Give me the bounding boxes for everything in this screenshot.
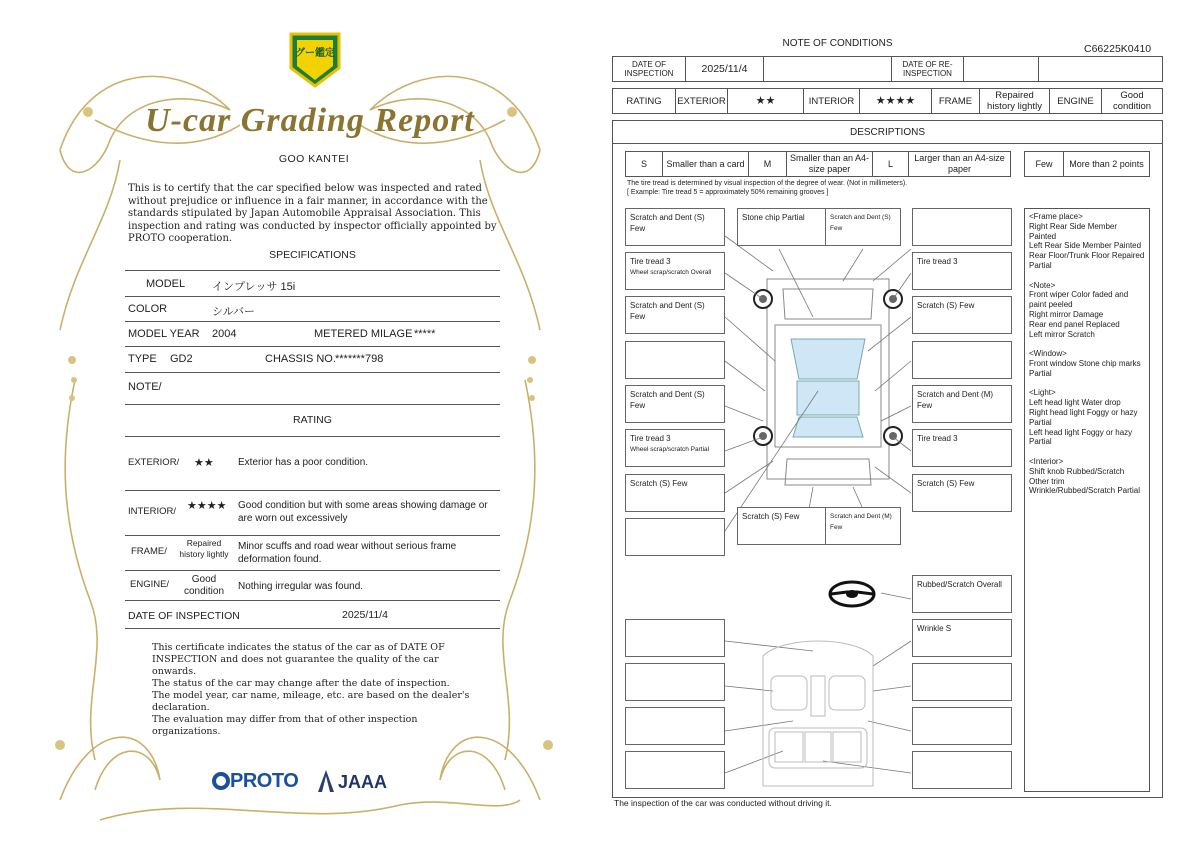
type-label: TYPE — [128, 353, 157, 365]
note-trunk: Scratch and Dent (M) Few — [825, 507, 901, 545]
reinspection-label: DATE OF RE-INSPECTION — [891, 57, 963, 81]
note-line: Wheel scrap/scratch Overall — [630, 269, 712, 276]
engine-value: Good condition — [1101, 89, 1162, 113]
frame-label: FRAME/ — [131, 546, 167, 557]
certificate-footer — [152, 642, 472, 738]
engine-description: Nothing irregular was found. — [238, 581, 364, 592]
divider — [125, 296, 500, 297]
jaaa-brand: JAAA — [338, 772, 388, 792]
note-fender-left: Scratch and Dent (S) Few — [625, 296, 725, 334]
note-hood: Scratch and Dent (S) Few — [825, 208, 901, 246]
frame-value: Repaired history lightly — [979, 89, 1049, 113]
note-empty — [912, 707, 1012, 745]
model-label: MODEL — [146, 278, 186, 290]
conditions-title: NOTE OF CONDITIONS — [782, 38, 893, 49]
model-value: インプレッサ 15i — [212, 281, 296, 293]
detail-line: <Frame place> — [1029, 212, 1083, 221]
detail-line: Right Rear Side Member Painted — [1029, 221, 1118, 241]
detail-line: Left head light Foggy or hazy Partial — [1029, 427, 1133, 447]
note-line: Wheel scrap/scratch Partial — [630, 446, 710, 453]
tread-example: [ Example: Tire tread 5 = approximately 50% remaining grooves ] — [627, 189, 829, 196]
note-windshield: Stone chip Partial — [737, 208, 837, 246]
date-of-inspection-label: DATE OF INSPECTION — [128, 610, 240, 622]
chassis-label: CHASSIS NO. — [265, 353, 336, 365]
tread-note: The tire tread is determined by visual inspection of the degree of wear. (Not in millimeters). — [627, 180, 908, 187]
proto-brand: PROTO — [230, 770, 299, 792]
legend-few: Few — [1035, 158, 1053, 169]
note-empty — [625, 518, 725, 556]
divider — [125, 321, 500, 322]
note-label: NOTE/ — [128, 381, 162, 393]
detail-line: <Interior> — [1029, 456, 1064, 466]
detail-line: Rear end panel Replaced — [1029, 319, 1120, 329]
detail-line: Other trim Wrinkle/Rubbed/Scratch Partial — [1029, 476, 1141, 496]
detail-line: Left Rear Side Member Painted — [1029, 241, 1142, 251]
logo-text: グー鑑定 — [295, 48, 335, 59]
note-empty — [625, 619, 725, 657]
reinspection-value — [963, 57, 1038, 81]
date-of-inspection-value: 2025/11/4 — [685, 57, 763, 81]
report-title: U-car Grading Report — [145, 102, 475, 139]
detail-line: <Light> — [1029, 388, 1056, 398]
rating-heading: RATING — [293, 414, 332, 426]
detail-line — [1029, 447, 1145, 457]
color-value: シルバー — [212, 306, 255, 318]
interior-stars: ★★★★ — [859, 89, 931, 113]
jaaa-logo-icon — [318, 770, 334, 792]
note-empty — [625, 751, 725, 789]
date-of-inspection-label: DATE OF INSPECTION — [624, 60, 674, 78]
divider — [125, 270, 500, 271]
detail-line: Left head light Water drop — [1029, 398, 1121, 408]
interior-description: Good condition but with some areas showing damage or are worn out excessively — [238, 500, 488, 524]
detail-line: Shift knob Rubbed/Scratch — [1029, 466, 1125, 476]
legend-s: S — [640, 158, 647, 169]
footer-line: This certificate indicates the status of the car as of DATE OF INSPECTION and does not guarantee the quality of the car onwards. — [152, 642, 445, 677]
note-line: Tire tread 3 — [630, 434, 671, 443]
legend-few-desc: More than 2 points — [1063, 152, 1149, 176]
detail-line: Left mirror Scratch — [1029, 329, 1095, 339]
note-tire-rear-right: Tire tread 3 — [912, 429, 1012, 467]
divider — [125, 372, 500, 373]
detail-line — [1029, 271, 1145, 281]
exterior-label: EXTERIOR/ — [128, 457, 180, 468]
note-empty — [912, 663, 1012, 701]
footer-line: The status of the car may change after the date of inspection. — [152, 678, 450, 689]
specifications-heading: SPECIFICATIONS — [269, 249, 356, 261]
interior-stars: ★★★★ — [187, 500, 227, 512]
note-line: Tire tread 3 — [630, 257, 671, 266]
descriptions-panel — [612, 120, 1163, 798]
divider — [125, 346, 500, 347]
detail-line — [1029, 379, 1145, 389]
report-subtitle: GOO KANTEI — [278, 153, 350, 165]
divider — [125, 490, 500, 491]
engine-label: ENGINE — [1049, 89, 1101, 113]
report-code: C66225K0410 — [1084, 43, 1152, 55]
brand-logos — [212, 770, 412, 800]
legend-s-desc: Smaller than a card — [662, 152, 748, 176]
footer-line: The evaluation may differ from that of other inspection organizations. — [152, 714, 418, 737]
rating-label: RATING — [626, 95, 662, 107]
detail-line: <Window> — [1029, 349, 1067, 359]
note-empty — [625, 707, 725, 745]
note-empty — [912, 341, 1012, 379]
steering-wheel-icon — [827, 579, 877, 611]
empty-cell — [1038, 57, 1162, 81]
note-tire-front-left — [625, 252, 725, 290]
divider — [125, 628, 500, 629]
detail-line: Right head light Foggy or hazy Partial — [1029, 407, 1138, 427]
inspection-date-row — [612, 56, 1163, 82]
detail-line: Front window Stone chip marks Partial — [1029, 358, 1141, 378]
legend-l-desc: Larger than an A4-size paper — [908, 152, 1010, 176]
detail-line: <Note> — [1029, 280, 1056, 290]
detail-lines — [1029, 212, 1145, 496]
note-steering: Rubbed/Scratch Overall — [912, 575, 1012, 613]
milage-label: METERED MILAGE — [314, 328, 413, 340]
note-tire-rear-left — [625, 429, 725, 467]
note-seat: Wrinkle S — [912, 619, 1012, 657]
date-of-inspection-value: 2025/11/4 — [342, 609, 388, 621]
legend-l: L — [872, 152, 908, 176]
engine-label: ENGINE/ — [130, 579, 170, 590]
conditions-footer: The inspection of the car was conducted without driving it. — [614, 798, 832, 808]
detail-line: Rear Floor/Trunk Floor Repaired Partial — [1029, 251, 1145, 270]
note-empty — [625, 663, 725, 701]
frame-value: Repaired history lightly — [179, 538, 229, 559]
goo-kantei-logo — [287, 30, 343, 90]
condition-details-list — [1024, 208, 1150, 792]
detail-line: Front wiper Color faded and paint peeled — [1029, 290, 1129, 310]
note-door-right: Scratch and Dent (M) Few — [912, 385, 1012, 423]
color-label: COLOR — [128, 303, 168, 315]
rating-row — [612, 88, 1163, 114]
model-year-label: MODEL YEAR — [128, 328, 200, 340]
divider — [125, 600, 500, 601]
exterior-stars: ★★ — [194, 457, 214, 469]
milage-value: ***** — [414, 328, 436, 340]
engine-value: Good condition — [183, 574, 225, 597]
note-empty — [912, 751, 1012, 789]
legend-m: M — [748, 152, 786, 176]
detail-line — [1029, 339, 1145, 349]
legend-m-desc: Smaller than an A4-size paper — [786, 152, 872, 176]
divider — [125, 570, 500, 571]
frame-description: Minor scuffs and road wear without serious frame deformation found. — [238, 541, 457, 565]
type-value: GD2 — [170, 353, 193, 365]
divider — [125, 436, 500, 437]
note-empty — [912, 208, 1012, 246]
exterior-stars: ★★ — [727, 89, 803, 113]
divider — [125, 535, 500, 536]
detail-line: Right mirror Damage — [1029, 309, 1104, 319]
note-tire-front-right: Tire tread 3 — [912, 252, 1012, 290]
note-quarter-left: Scratch (S) Few — [625, 474, 725, 512]
note-door-left: Scratch and Dent (S) Few — [625, 385, 725, 423]
chassis-value: *******798 — [335, 353, 384, 365]
note-of-conditions — [600, 0, 1200, 848]
note-rear-bumper: Scratch (S) Few — [737, 507, 837, 545]
proto-logo-icon — [212, 772, 230, 790]
note-fender-right: Scratch (S) Few — [912, 296, 1012, 334]
note-quarter-right: Scratch (S) Few — [912, 474, 1012, 512]
interior-label: INTERIOR/ — [128, 506, 177, 517]
note-front-left: Scratch and Dent (S) Few — [625, 208, 725, 246]
car-interior-diagram — [753, 636, 883, 796]
intro-text: This is to certify that the car specified below was inspected and rated without prejudice or influence in a fair manner, in accordance with the standards stipulated by Japan Automobile Appraisal Association. This inspection and rating was conducted by inspector officially appointed by PROTO cooperation. — [128, 183, 497, 244]
exterior-description: Exterior has a poor condition. — [238, 457, 369, 468]
footer-line: The model year, car name, mileage, etc. are based on the dealer's declaration. — [152, 690, 470, 713]
empty-cell — [763, 57, 891, 81]
note-empty — [625, 341, 725, 379]
frame-label: FRAME — [931, 89, 979, 113]
descriptions-heading: DESCRIPTIONS — [613, 121, 1162, 144]
model-year-value: 2004 — [212, 328, 237, 340]
exterior-label: EXTERIOR — [675, 89, 727, 113]
interior-label: INTERIOR — [803, 89, 859, 113]
divider — [125, 404, 500, 405]
